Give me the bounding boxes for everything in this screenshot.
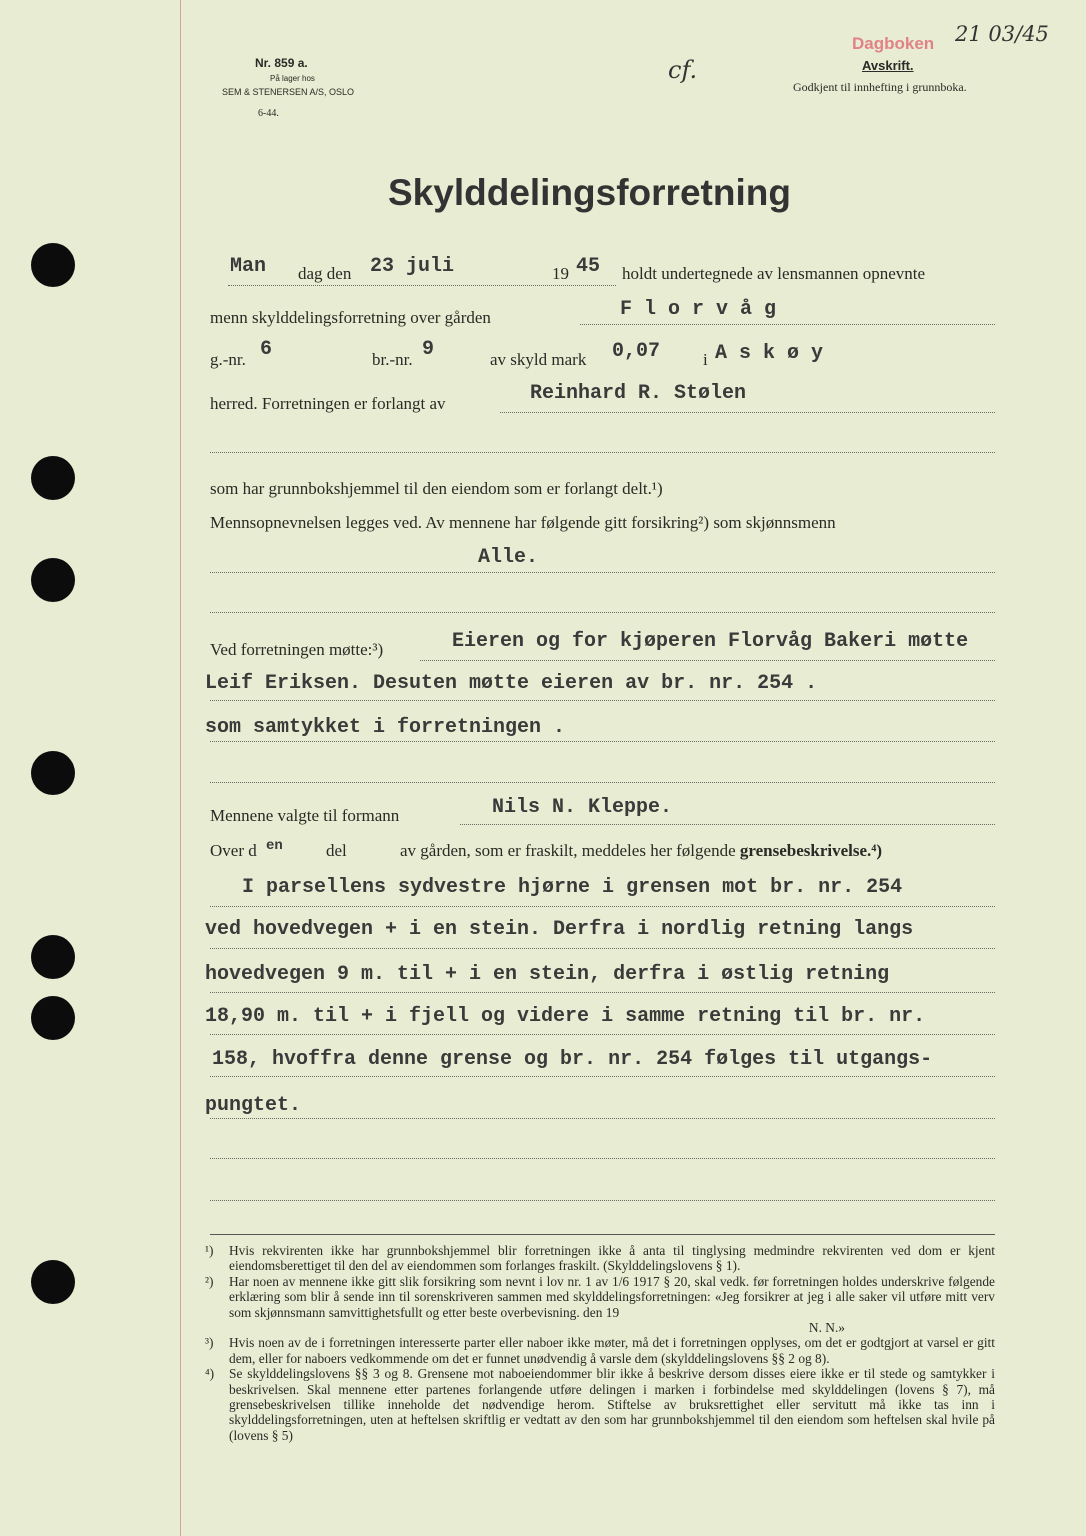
label: Mennene valgte til formann [210, 806, 400, 825]
footnote-text: Hvis rekvirenten ikke har grunnbokshjemmel blir forretningen ikke å anta til tinglysing medmindre rekvirenten ved dom er kjent eiendomsberettiget til den del av eiendommen som forlanges fraskilt. (Skylddelingslovens § 1). [229, 1243, 995, 1274]
footnote-mark: ⁴) [205, 1366, 215, 1382]
boundary-line: 18,90 m. til + i fjell og videre i samme retning til br. nr. [205, 1005, 926, 1028]
margin-line [180, 0, 181, 1536]
footnote [205, 1243, 995, 1274]
footnote-text: Se skylddelingslovens §§ 3 og 8. Grensene mot naboeiendommer blir ikke å beskrive dersom disses eiere ikke er til stede og samtykker i beskrivelsen. Skal mennene etter partenes forlangende utføre delingen i marken i forbindelse med skylddelingen (lovens § 7), må grensebeskrivelsen tillike inneholde det nødvendige herom. Stiftelse av bruksrettighet eller servitutt må ikke tas inn i skylddelingsforretningen, uten at heftelsen skriftlig er vedtatt av den som har grunnbokshjemmel til den eiendom som heftelsen skal hvile på (lovens § 5) [229, 1366, 995, 1443]
handwritten-mark: cf. [668, 56, 698, 84]
label: g.-nr. [210, 350, 246, 369]
punch-hole-icon [31, 996, 75, 1040]
footnote-signature: N. N.» [808, 1320, 845, 1336]
footnote-mark: ¹) [205, 1243, 214, 1258]
label: av gården, som er fraskilt, meddeles her følgende [400, 841, 736, 860]
label: i [703, 350, 708, 369]
form-number: Nr. 859 a. [255, 56, 308, 70]
weekday: Man [230, 255, 267, 278]
copy-label: Avskrift. [862, 58, 914, 73]
punch-hole-icon [31, 1260, 75, 1304]
bnr: 9 [422, 338, 435, 361]
requested-by: Reinhard R. Stølen [530, 382, 747, 405]
label: menn skylddelingsforretning over gården [210, 308, 491, 327]
attended-line: Leif Eriksen. Desuten møtte eieren av br. nr. 254 . [205, 672, 818, 695]
approval-text: Godkjent til innhefting i grunnboka. [793, 80, 967, 94]
boundary-line: I parsellens sydvestre hjørne i grensen mot br. nr. 254 [242, 876, 903, 899]
assessors: Alle. [478, 546, 539, 569]
label: herred. Forretningen er forlangt av [210, 394, 446, 413]
footnote-mark: ³) [205, 1335, 214, 1351]
farm: F l o r v å g [620, 298, 777, 321]
footnotes [205, 1243, 995, 1443]
label: del [326, 841, 347, 860]
edition: 6-44. [258, 108, 279, 119]
footnote-text: Har noen av mennene ikke gitt slik forsikring som nevnt i lov nr. 1 av 1/6 1917 § 20, skal vedk. før forretningen holdes underskrive følgende erklæring som blir å sende inn til sorenskriveren sammen med skylddelingsforretningen: «Jeg forsikrer at jeg i alle saker vil utføre mitt verv som skjønnsmann samvittighetsfullt og etter beste overbevisning. den 19 [229, 1273, 995, 1320]
footnote [205, 1274, 995, 1320]
appointment-text: Mennsopnevnelsen legges ved. Av mennene har følgende gitt forsikring²) som skjønnsmenn [210, 513, 836, 532]
label: br.-nr. [372, 350, 413, 369]
gnr: 6 [260, 338, 273, 361]
dagbok-stamp: Dagboken [852, 34, 935, 53]
attended-line: som samtykket i forretningen . [205, 716, 566, 739]
boundary-line: pungtet. [205, 1094, 302, 1117]
label: Ved forretningen møtte:³) [210, 640, 384, 659]
footnote-mark: ²) [205, 1273, 214, 1289]
punch-hole-icon [31, 558, 75, 602]
hjemmel-text: som har grunnbokshjemmel til den eiendom som er forlangt delt.¹) [210, 479, 663, 498]
handwritten-date: 21 03/45 [955, 22, 1049, 46]
footnote-text: Hvis noen av de i forretningen interesserte parter eller naboer ikke møter, må det i forretningen opplyses, om det er godtgjort at varsel er gitt dem, eller for naboers vedkommende om det er funnet unødvendig å varsle dem (skylddelingslovens §§ 2 og 8). [229, 1335, 995, 1366]
label: grensebeskrivelse.⁴) [739, 841, 883, 860]
skyld: 0,07 [612, 340, 661, 363]
footnote [205, 1366, 995, 1443]
punch-hole-icon [31, 243, 75, 287]
label: dag den [298, 264, 352, 283]
punch-hole-icon [31, 751, 75, 795]
footnote [205, 1320, 995, 1335]
punch-hole-icon [31, 935, 75, 979]
label: 19 [552, 264, 569, 283]
publisher-line1: På lager hos [270, 74, 315, 83]
page-title: Skylddelingsforretning [388, 172, 791, 213]
over-fill: en [266, 838, 283, 854]
date: 23 juli [370, 255, 455, 278]
municipality: A s k ø y [715, 342, 824, 365]
label: Over d [210, 841, 257, 860]
punch-hole-icon [31, 456, 75, 500]
chairman: Nils N. Kleppe. [492, 796, 673, 819]
footnote-divider [210, 1234, 995, 1235]
publisher-line2: SEM & STENERSEN A/S, OSLO [222, 87, 355, 97]
attended-line: Eieren og for kjøperen Florvåg Bakeri møtte [452, 630, 969, 653]
label: holdt undertegnede av lensmannen opnevnte [622, 264, 926, 283]
boundary-line: 158, hvoffra denne grense og br. nr. 254 følges til utgangs- [212, 1048, 933, 1071]
boundary-line: hovedvegen 9 m. til + i en stein, derfra i østlig retning [205, 963, 890, 986]
year: 45 [576, 255, 601, 278]
boundary-line: ved hovedvegen + i en stein. Derfra i nordlig retning langs [205, 918, 914, 941]
label: av skyld mark [490, 350, 587, 369]
footnote [205, 1335, 995, 1366]
